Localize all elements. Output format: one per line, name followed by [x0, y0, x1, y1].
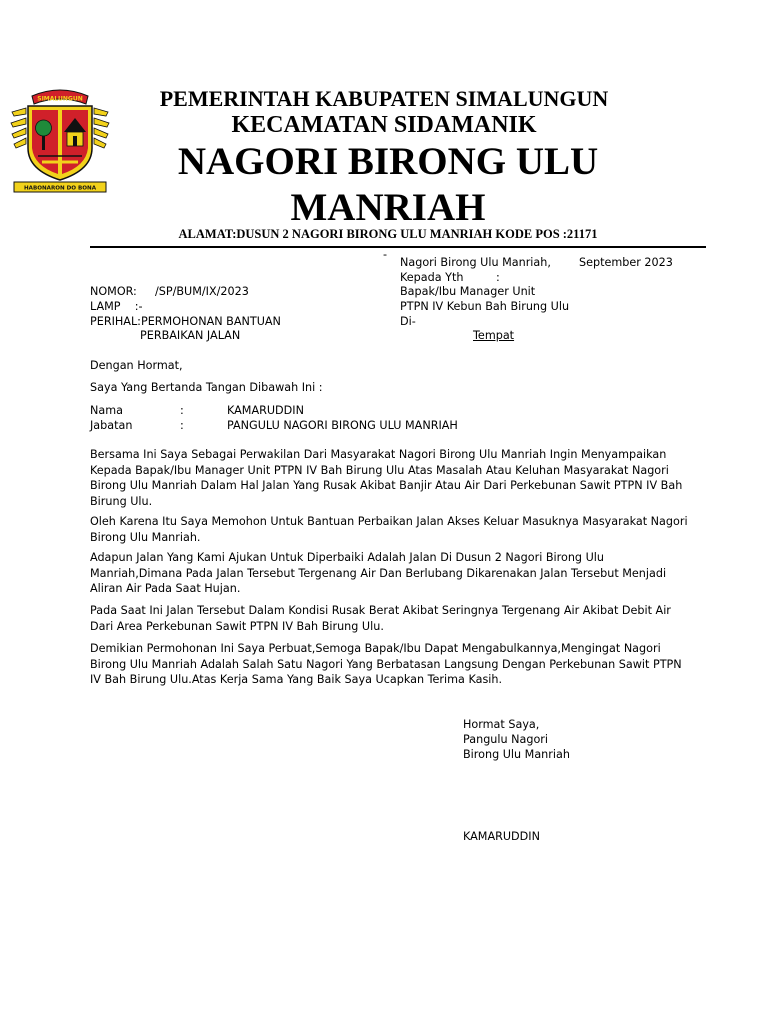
recipient-to-label: Kepada Yth: [400, 271, 464, 284]
header-address: ALAMAT:DUSUN 2 NAGORI BIRONG ULU MANRIAH KODE POS :21171: [178, 227, 598, 241]
intro: Saya Yang Bertanda Tangan Dibawah Ini :: [90, 381, 323, 394]
paragraph-4: Pada Saat Ini Jalan Tersebut Dalam Kondisi Rusak Berat Akibat Seringnya Tergenang Air Akibat Debit Air Dari Area Perkebunan Sawit PTPN IV Bah Birung Ulu.: [90, 604, 671, 633]
field-name-value: KAMARUDDIN: [227, 404, 304, 417]
closing-line1: Hormat Saya,: [463, 718, 540, 731]
paragraph-5: Demikian Permohonan Ini Saya Perbuat,Semoga Bapak/Ibu Dapat Mengabulkannya,Mengingat Nagori Birong Ulu Manriah Adalah Salah Satu Nagori Yang Berbatasan Langsung Dengan Perkebunan Sawit PTPN IV Bah Birung Ulu.Atas Kerja Sama Yang Baik Saya Ucapkan Terima Kasih.: [90, 642, 682, 686]
perihal-line2: PERBAIKAN JALAN: [140, 329, 241, 342]
logo-top-text: SIMALUNGUN: [37, 95, 83, 103]
lamp: LAMP :-: [90, 300, 143, 313]
perihal-line1: PERIHAL:PERMOHONAN BANTUAN: [90, 315, 281, 328]
recipient-to-colon: :: [496, 271, 500, 284]
header-government: PEMERINTAH KABUPATEN SIMALUNGUN: [159, 86, 609, 111]
field-position-value: PANGULU NAGORI BIRONG ULU MANRIAH: [227, 419, 458, 432]
header-village-line2: MANRIAH: [290, 186, 486, 229]
closing-line3: Birong Ulu Manriah: [463, 748, 570, 761]
paragraph-2: Oleh Karena Itu Saya Memohon Untuk Bantuan Perbaikan Jalan Akses Keluar Masuknya Masyarakat Nagori Birong Ulu Manriah.: [90, 515, 688, 544]
field-position-colon: :: [180, 419, 184, 432]
field-position-label: Jabatan: [90, 419, 133, 432]
recipient-line1: Bapak/Ibu Manager Unit: [400, 285, 536, 298]
place: Nagori Birong Ulu Manriah,: [400, 256, 551, 269]
field-name-label: Nama: [90, 404, 123, 417]
greeting: Dengan Hormat,: [90, 359, 183, 372]
header-district: KECAMATAN SIDAMANIK: [231, 112, 537, 138]
rice-stalk-left-icon: [11, 108, 26, 148]
nomor-label: NOMOR:: [90, 285, 137, 298]
nomor-value: /SP/BUM/IX/2023: [155, 285, 249, 298]
closing-line2: Pangulu Nagori: [463, 733, 549, 746]
recipient-line2: PTPN IV Kebun Bah Birung Ulu: [400, 300, 570, 313]
logo-bottom-text: HABONARON DO BONA: [23, 185, 97, 192]
recipient-place: Tempat: [473, 329, 515, 342]
paragraph-3: Adapun Jalan Yang Kami Ajukan Untuk Diperbaiki Adalah Jalan Di Dusun 2 Nagori Birong Ulu Manriah,Dimana Pada Jalan Tersebut Tergenang Air Dan Berlubang Dikarenakan Jalan Tersebut Menjadi Aliran Air Pada Saat Hujan.: [90, 551, 667, 595]
date: September 2023: [579, 256, 673, 269]
header-village-name: [90, 139, 686, 231]
header-village-line1: NAGORI BIRONG ULU: [177, 140, 599, 183]
signer-name: KAMARUDDIN: [463, 830, 540, 843]
dash-mark: -: [383, 248, 388, 261]
header-divider: [90, 246, 706, 248]
paragraph-1: Bersama Ini Saya Sebagai Perwakilan Dari Masyarakat Nagori Birong Ulu Manriah Ingin Menyampaikan Kepada Bapak/Ibu Manager Unit PTPN IV Bah Birung Ulu Atas Masalah Atau Keluhan Masyarakat Nagori Birong Ulu Manriah Dalam Hal Jalan Yang Rusak Akibat Banjir Atau Air Dari Perkebunan Sawit PTPN IV Bah Birung Ulu.: [90, 448, 683, 508]
field-name-colon: :: [180, 404, 184, 417]
recipient-line3: Di-: [400, 315, 416, 328]
